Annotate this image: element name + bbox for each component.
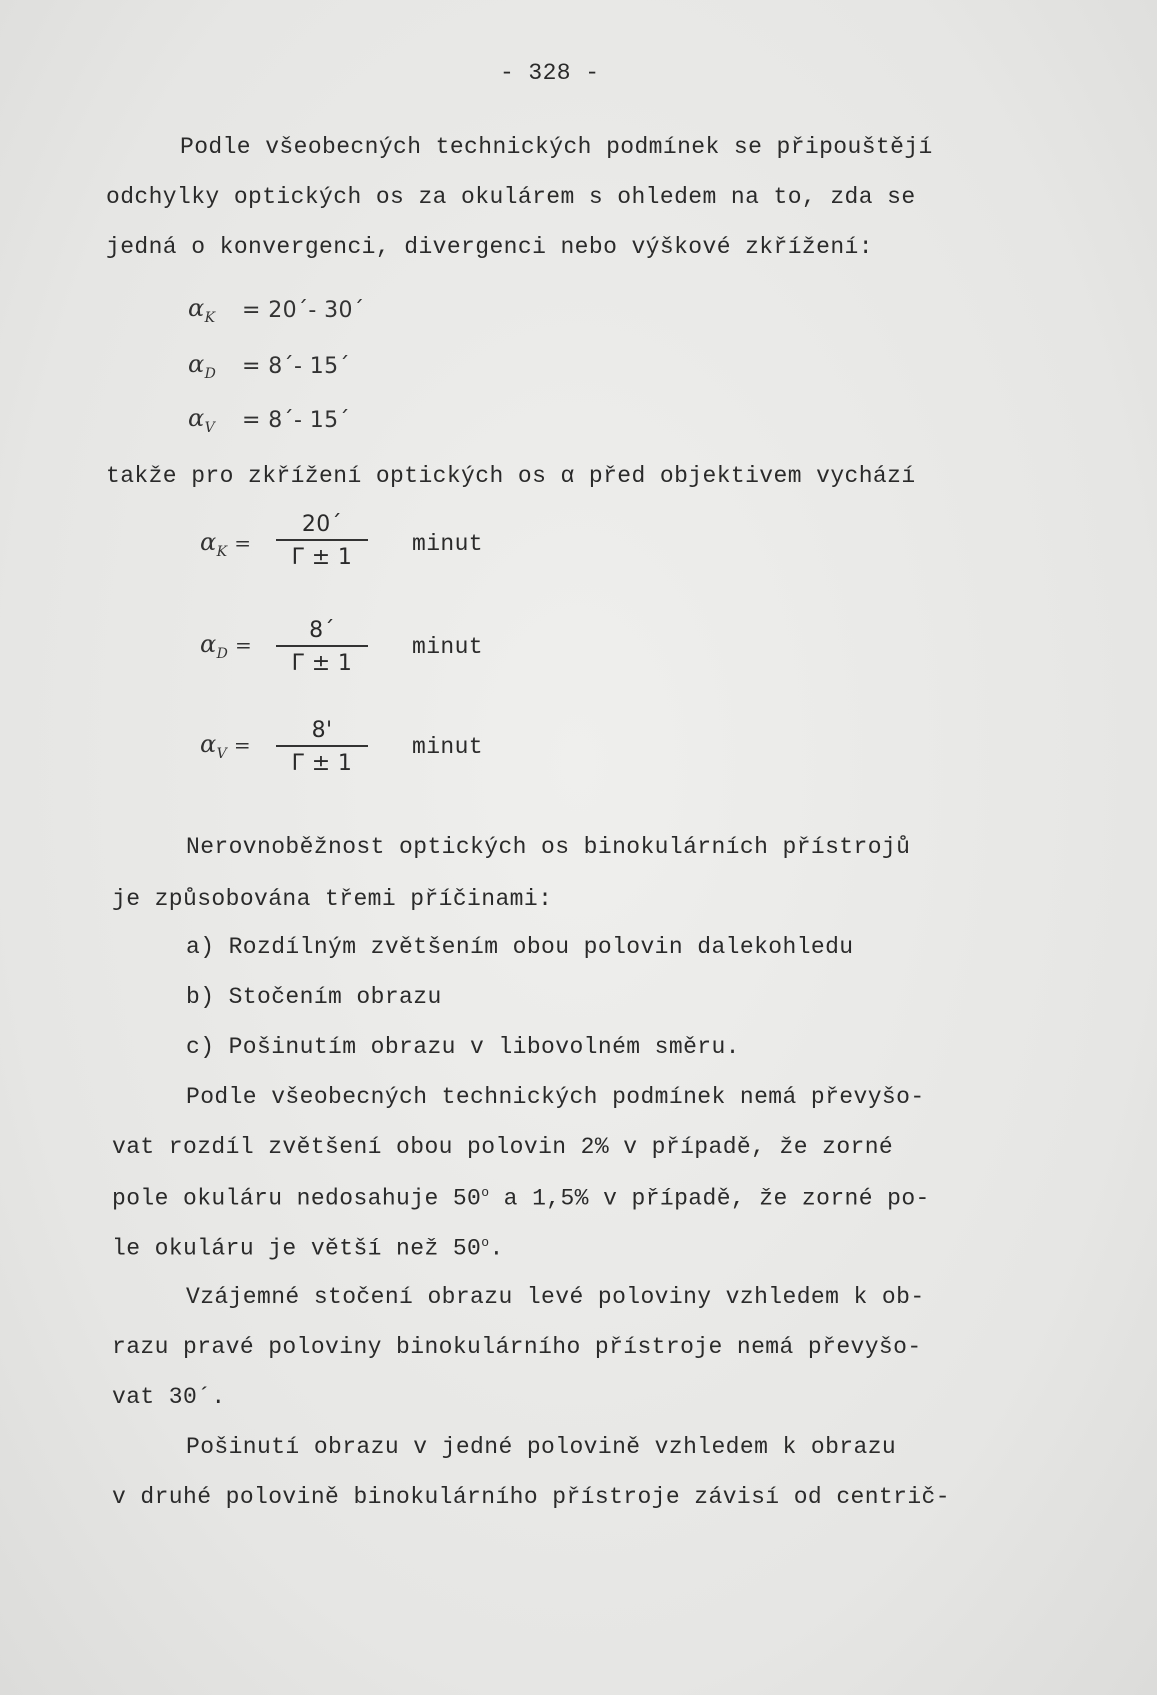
cause-b: b) Stočením obrazu [186,984,442,1010]
symbol-alpha: α [188,294,205,322]
document-page: - 328 - Podle všeobecných technických podmínek se připouštějí odchylky optických os za okulárem s ohledem na to, zda se jedná o konvergenci, divergenci nebo výškové zkřížení: $\alpha_K$ = 20´- 30´ $\alpha_D$ = 8´- 15´ $\alpha_V$ = 8´- 15´ takže pro zkřížení optických os α před objektivem vychází $\alpha_K$ = 20´ Γ ± 1 minut $\alpha_D$ = 8´ Γ ± 1 minut $\alpha_V$ = 8' Γ ± 1 minut Nerovnoběžnost optických os binokulárních přístrojů je způsobována třemi příčinami: a) Rozdílným zvětšením obou polovin dalekohledu b) Stočením obrazu c) Pošinutím obrazu v libovolném směru. Podle všeobecných technických podmínek nemá převyšo- vat rozdíl zvětšení obou polovin 2% v případě, že zorné pole okuláru nedosahuje 50$^o$ a 1,5% v případě, že zorné po- le okuláru je větší než 50$^o$. Vzájemné stočení obrazu levé poloviny vzhledem k ob- razu pravé poloviny binokulárního přístroje nemá převyšo- vat 30´. Pošinutí obrazu v jedné polovině vzhledem k obrazu v druhé polovině binokulárního přístroje závisí od centrič- [0,0,1157,1695]
degree-sign: o [481,1235,490,1250]
tolerance-value: = 20´- 30´ [242,298,365,323]
symbol-alpha: α [200,730,217,758]
para1-line-3: pole okuláru nedosahuje 50$^o$ a 1,5% v případě, že zorné po- [112,1185,930,1212]
numerator: 20´ [301,512,343,537]
numerator: 8´ [309,618,335,643]
denominator: Γ ± 1 [291,545,353,570]
fraction [276,720,368,775]
tolerance-value: = 8´- 15´ [242,408,350,433]
unit-label: minut [412,531,484,557]
intro-line-3: jedná o konvergenci, divergenci nebo výškové zkřížení: [106,234,873,260]
para2-line-3: vat 30´. [112,1384,226,1410]
para1-line-4: le okuláru je větší než 50$^o$. [112,1235,504,1262]
cause-c: c) Pošinutím obrazu v libovolném směru. [186,1034,740,1060]
para1-line-2: vat rozdíl zvětšení obou polovin 2% v případě, že zorné [112,1134,894,1160]
subscript: V [204,419,216,436]
cause-a: a) Rozdílným zvětšením obou polovin dalekohledu [186,934,854,960]
intro-line-1: Podle všeobecných technických podmínek se připouštějí [180,134,933,160]
subscript: D [204,365,217,382]
crossing-line: takže pro zkřížení optických os α před objektivem vychází [106,463,916,489]
para3-line-2: v druhé polovině binokulárního přístroje závisí od centrič- [112,1484,950,1510]
causes-intro-line-1: Nerovnoběžnost optických os binokulárních přístrojů [186,834,911,860]
symbol-alpha: α [188,350,205,378]
symbol-alpha: α [188,404,205,432]
denominator: Γ ± 1 [291,651,353,676]
para2-line-1: Vzájemné stočení obrazu levé poloviny vzhledem k ob- [186,1284,925,1310]
unit-label: minut [412,634,484,660]
subscript: K [216,543,228,560]
page-number: - 328 - [500,60,600,86]
numerator: 8' [311,718,333,743]
para1-line-1: Podle všeobecných technických podmínek nemá převyšo- [186,1084,925,1110]
fraction-bar [276,745,368,747]
tolerance-value: = 8´- 15´ [242,354,350,379]
subscript: D [216,645,229,662]
denominator: Γ ± 1 [291,751,353,776]
subscript: V [216,745,228,762]
degree-sign: o [481,1185,490,1200]
fraction [276,620,368,675]
para2-line-2: razu pravé poloviny binokulárního přístroje nemá převyšo- [112,1334,922,1360]
fraction [276,514,368,569]
subscript: K [204,309,216,326]
unit-label: minut [412,734,484,760]
causes-intro-line-2: je způsobována třemi příčinami: [112,886,553,912]
symbol-alpha: α [200,630,217,658]
fraction-bar [276,539,368,541]
para3-line-1: Pošinutí obrazu v jedné polovině vzhledem k obrazu [186,1434,897,1460]
symbol-alpha: α [200,528,217,556]
intro-line-2: odchylky optických os za okulárem s ohledem na to, zda se [106,184,916,210]
fraction-bar [276,645,368,647]
